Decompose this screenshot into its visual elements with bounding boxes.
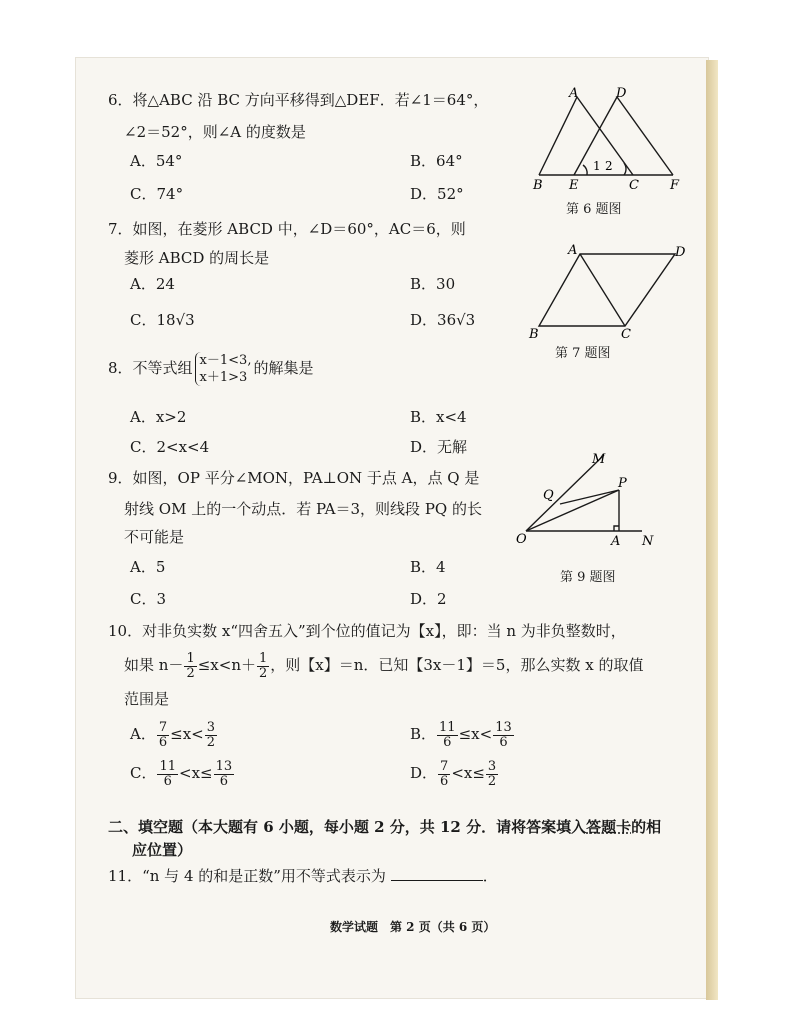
q6-line2: ∠2＝52°，则∠A 的度数是 <box>124 123 306 141</box>
frac <box>214 760 235 789</box>
q7-label-a: A <box>568 243 578 258</box>
frac-num: 11 <box>159 758 177 774</box>
q6-label-f: F <box>670 178 680 193</box>
q7-line2: 菱形 ABCD 的周长是 <box>124 249 270 267</box>
frac <box>437 721 458 750</box>
q6-label-b: B <box>533 178 543 193</box>
section2-text-a: 二、填空题（本大题有 6 小题，每小题 2 分，共 12 分．请将答案填入 <box>108 818 587 836</box>
frac <box>205 721 217 750</box>
frac-den: 2 <box>206 734 216 750</box>
q6-label-e: E <box>569 178 579 193</box>
q6-label-a: A <box>569 86 579 101</box>
frac <box>486 760 498 789</box>
frac-den: 6 <box>158 734 168 750</box>
q7-option-c: C．18√3 <box>130 311 195 329</box>
q9-label-p: P <box>618 476 627 491</box>
q9-caption: 第 9 题图 <box>560 570 616 585</box>
frac <box>157 760 178 789</box>
q9-line3: 不可能是 <box>124 528 185 546</box>
q6-caption: 第 6 题图 <box>566 202 622 217</box>
q10-line2-b: ≤x<n＋ <box>197 656 256 674</box>
frac-num: 13 <box>215 758 233 774</box>
relation: <x≤ <box>451 764 485 782</box>
q9-option-b: B．4 <box>410 558 446 576</box>
q10-line3: 范围是 <box>124 690 170 708</box>
frac <box>438 760 450 789</box>
q6-label-2: 2 <box>605 159 613 173</box>
q10-option-b <box>410 718 515 750</box>
section2-answer-card: 答题卡 <box>586 818 632 836</box>
frac-num: 1 <box>186 650 195 666</box>
q10-option-a <box>130 718 218 750</box>
q8-option-a: A．x>2 <box>130 408 187 426</box>
q7-label-b: B <box>529 327 539 342</box>
relation: ≤x< <box>170 725 204 743</box>
q7-line1: 7．如图，在菱形 ABCD 中，∠D＝60°，AC＝6，则 <box>108 220 466 238</box>
frac-den: 6 <box>443 734 452 750</box>
option-label: A． <box>130 725 156 743</box>
q9-line2: 射线 OM 上的一个动点．若 PA＝3，则线段 PQ 的长 <box>124 500 482 518</box>
q8-prefix: 8．不等式组 <box>108 359 193 377</box>
q9-figure <box>512 445 662 555</box>
frac-den: 6 <box>163 773 172 789</box>
q9-line1: 9．如图，OP 平分∠MON，PA⊥ON 于点 A，点 Q 是 <box>108 469 480 487</box>
q8-system <box>195 352 252 386</box>
q8-suffix: 的解集是 <box>253 359 314 377</box>
q6-option-a: A．54° <box>130 152 183 170</box>
section2-line2: 应位置） <box>132 841 193 859</box>
option-label: B． <box>410 725 437 743</box>
q9-label-n: N <box>642 534 654 549</box>
q11-end: ． <box>482 867 498 885</box>
frac-den: 6 <box>219 773 229 789</box>
frac-num: 7 <box>440 758 449 774</box>
q9-label-q: Q <box>543 488 554 503</box>
q7-figure <box>525 240 690 345</box>
q7-option-d: D．36√3 <box>410 311 476 329</box>
relation: ≤x< <box>458 725 493 743</box>
frac-num: 1 <box>258 650 268 666</box>
frac <box>493 721 514 750</box>
q10-line2-c: ，则【x】＝n．已知【3x－1】＝5，那么实数 x 的取值 <box>270 656 644 674</box>
q9-label-m: M <box>592 452 606 467</box>
frac-num: 3 <box>206 719 216 735</box>
q10-line1: 10．对非负实数 x“四舍五入”到个位的值记为【x】，即：当 n 为非负整数时， <box>108 622 626 640</box>
q6-label-d: D <box>616 86 627 101</box>
frac-den: 2 <box>186 665 195 681</box>
relation: <x≤ <box>179 764 213 782</box>
q7-caption: 第 7 题图 <box>555 346 611 361</box>
q9-label-o: O <box>516 532 527 547</box>
frac-num: 11 <box>439 719 456 735</box>
q10-half-frac-2 <box>257 652 269 681</box>
q9-label-a: A <box>611 534 621 549</box>
option-label: C． <box>130 764 157 782</box>
frac-num: 7 <box>158 719 168 735</box>
q9-option-d: D．2 <box>410 590 447 608</box>
frac-num: 13 <box>495 719 512 735</box>
q10-line2-a: 如果 n－ <box>124 656 184 674</box>
q8-option-d: D．无解 <box>410 438 468 456</box>
q10-option-d <box>410 757 499 789</box>
section2-text-c: 的相 <box>631 818 662 836</box>
q7-option-a: A．24 <box>130 275 175 293</box>
q10-half-frac-1 <box>184 652 196 681</box>
option-label: D． <box>410 764 438 782</box>
q8-line <box>108 350 313 386</box>
q6-line1: 6．将△ABC 沿 BC 方向平移得到△DEF．若∠1＝64°， <box>108 91 489 109</box>
q8-option-c: C．2<x<4 <box>130 438 210 456</box>
q10-option-c <box>130 757 235 789</box>
frac-den: 6 <box>499 734 508 750</box>
q8-ineq1: x－1<3, <box>199 353 252 368</box>
q7-label-d: D <box>675 245 686 260</box>
q6-figure <box>525 85 695 195</box>
section2-heading <box>108 817 661 837</box>
frac <box>157 721 169 750</box>
frac-den: 2 <box>487 773 497 789</box>
frac-den: 6 <box>440 773 449 789</box>
q11-line <box>108 866 498 886</box>
q11-text: 11．“n 与 4 的和是正数”用不等式表示为 <box>108 867 386 885</box>
q8-ineq2: x＋1>3 <box>199 370 248 385</box>
frac-num: 3 <box>487 758 497 774</box>
q10-line2 <box>124 649 643 681</box>
page-footer: 数学试题 第 2 页（共 6 页） <box>330 920 496 934</box>
q6-option-c: C．74° <box>130 185 184 203</box>
q9-option-a: A．5 <box>130 558 166 576</box>
paper-edge <box>706 60 718 1000</box>
q11-answer-blank[interactable] <box>391 866 483 881</box>
q6-option-d: D．52° <box>410 185 464 203</box>
q8-option-b: B．x<4 <box>410 408 467 426</box>
q6-label-1: 1 <box>593 159 601 173</box>
q6-option-b: B．64° <box>410 152 463 170</box>
q6-label-c: C <box>629 178 639 193</box>
frac-den: 2 <box>258 665 268 681</box>
q9-option-c: C．3 <box>130 590 167 608</box>
q7-option-b: B．30 <box>410 275 456 293</box>
q7-label-c: C <box>621 327 631 342</box>
